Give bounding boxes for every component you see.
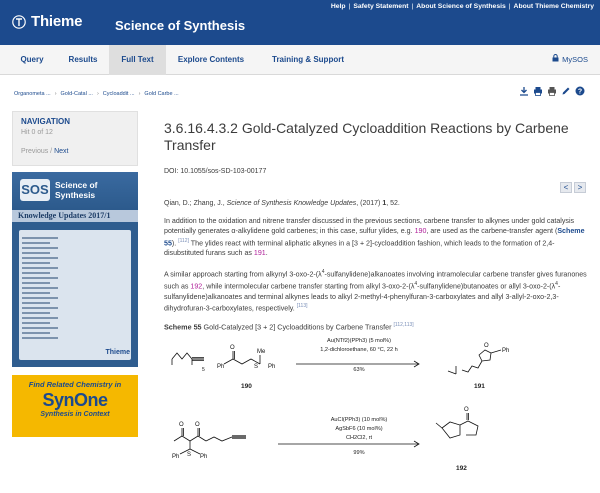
p1-text: , are used as the carbene-transfer agent ( bbox=[426, 226, 558, 235]
breadcrumb-arrow-icon: › bbox=[138, 91, 141, 97]
next-link[interactable]: Next bbox=[54, 148, 69, 155]
scheme-label: Scheme 55 bbox=[164, 322, 202, 332]
mysos-label: MySOS bbox=[562, 55, 588, 64]
about-thieme-chemistry-link[interactable]: About Thieme Chemistry bbox=[513, 3, 594, 10]
scheme-ph-label: Ph bbox=[502, 348, 510, 354]
svg-text:?: ? bbox=[577, 88, 582, 96]
scheme-s-label: S bbox=[187, 452, 192, 458]
reaction2-condition-2: AgSbF6 (10 mol%) bbox=[335, 426, 383, 432]
help-icon[interactable] bbox=[574, 86, 585, 97]
reaction-scheme bbox=[164, 338, 588, 488]
paragraph-2 bbox=[164, 268, 588, 315]
synone-tagline: Synthesis in Context bbox=[40, 411, 110, 418]
reaction2-yield: 99% bbox=[353, 450, 365, 456]
tab-training-support[interactable]: Training & Support bbox=[272, 55, 344, 64]
compound-191-label: 191 bbox=[474, 383, 485, 390]
scheme-ph-label: Ph bbox=[268, 364, 276, 370]
citation-tail: , (2017) bbox=[356, 200, 383, 207]
navigation-title: NAVIGATION bbox=[21, 117, 71, 126]
cover-title-line2: Synthesis bbox=[55, 190, 96, 200]
breadcrumb-item-gold-catalysis[interactable]: Gold-Catal ... bbox=[60, 91, 93, 97]
compound-link-192[interactable]: 192 bbox=[190, 282, 203, 291]
top-bar bbox=[0, 0, 600, 45]
p1-text: ). bbox=[171, 239, 179, 248]
scheme-caption bbox=[164, 322, 414, 331]
help-link[interactable]: Help bbox=[330, 3, 346, 10]
printer-icon[interactable] bbox=[546, 86, 557, 97]
safety-statement-link[interactable]: Safety Statement bbox=[353, 3, 409, 10]
synone-line1: Find Related Chemistry in bbox=[28, 380, 122, 389]
reaction1-condition-2: 1,2-dichloroethane, 60 °C, 22 h bbox=[320, 347, 398, 353]
p2-superscript: 4 bbox=[321, 269, 325, 275]
reaction1-condition-1: Au(NTf2)(PPh3) (5 mol%) bbox=[326, 338, 392, 344]
book-cover[interactable] bbox=[12, 172, 138, 367]
tab-full-text[interactable]: Full Text bbox=[109, 45, 166, 75]
scheme-ph-label: Ph bbox=[172, 454, 180, 460]
breadcrumb bbox=[14, 91, 179, 97]
next-article-button[interactable]: > bbox=[574, 182, 586, 193]
p2-text: -sulfanylidene)alkanoates involving intramolecular carbene transfer gives furanones such as bbox=[164, 270, 587, 291]
scheme-subscript: 5 bbox=[202, 367, 205, 373]
reference-113-link[interactable]: [113] bbox=[296, 303, 308, 310]
toolbar bbox=[518, 86, 585, 97]
scheme-ph-label: Ph bbox=[217, 364, 225, 370]
citation-page: , 52. bbox=[386, 200, 400, 207]
scheme-o-label: O bbox=[464, 407, 469, 413]
cover-title bbox=[55, 180, 135, 200]
sos-badge: SOS bbox=[20, 179, 50, 201]
reaction2-condition-1: AuCl(PPh3) (10 mol%) bbox=[330, 417, 388, 423]
breadcrumb-arrow-icon: › bbox=[96, 91, 99, 97]
citation bbox=[164, 200, 588, 207]
scheme-o-label: O bbox=[195, 422, 200, 428]
p1-text: In addition to the oxidation and nitrene transfer discussed in the previous sections, carbene transfer to alkynes under gold catalysis potentially generates α-alkylidene gold carbenes; in this case, sulfur ylides, e.g. bbox=[164, 217, 575, 235]
compound-link-191[interactable]: 191 bbox=[253, 249, 266, 258]
scheme-o-label: O bbox=[179, 422, 184, 428]
paragraph-1 bbox=[164, 217, 588, 259]
lock-icon bbox=[552, 45, 559, 75]
hit-counter: Hit 0 of 12 bbox=[21, 129, 53, 136]
p1-text: The ylides react with terminal aliphatic alkynes in a [3 + 2]-cycloaddition fashion, which leads to the formation of 2,4-disubstituted furans such as bbox=[164, 239, 555, 258]
breadcrumb-row bbox=[0, 77, 600, 107]
scheme-me-label: Me bbox=[257, 349, 266, 355]
cover-subtitle: Knowledge Updates 2017/1 bbox=[12, 210, 138, 222]
synone-banner[interactable] bbox=[12, 375, 138, 437]
citation-volume: 1 bbox=[382, 200, 387, 207]
p2-text: -sulfanylidene)alkanoates and terminal alkynes leads to alkyl 2-methyl-4-phenylfuran-3-carboxylates and allyl 3-allyl-2-oxo-2,3-dihydrofuran-3-carboxylates, respectively. bbox=[164, 282, 561, 313]
compound-192-label: 192 bbox=[456, 465, 467, 472]
p1-text: . bbox=[265, 249, 268, 258]
article-title: 3.6.16.4.3.2 Gold-Catalyzed Cycloaddition Reactions by Carbene Transfer bbox=[164, 120, 569, 153]
reaction2-condition-3: CH2Cl2, rt bbox=[345, 435, 373, 441]
separator: / bbox=[48, 148, 55, 155]
thieme-logo[interactable] bbox=[12, 13, 82, 30]
mysos-link[interactable] bbox=[552, 45, 588, 75]
p2-superscript: 4 bbox=[555, 281, 558, 288]
article-pager bbox=[560, 182, 586, 193]
previous-article-button[interactable]: < bbox=[560, 182, 572, 193]
scheme-55-link[interactable]: Scheme 55 bbox=[164, 226, 585, 248]
article-doi: DOI: 10.1055/sos-SD-103-00177 bbox=[164, 168, 267, 175]
reference-112-link[interactable]: [112] bbox=[178, 237, 189, 244]
p2-text: A similar approach starting from alkynyl 3-oxo-2-(λ bbox=[164, 270, 322, 279]
cover-title-line1: Science of bbox=[55, 180, 98, 190]
scheme-drawing bbox=[164, 338, 588, 488]
prev-next bbox=[13, 136, 137, 155]
breadcrumb-item-cycloaddition[interactable]: Cycloaddit ... bbox=[102, 91, 135, 97]
scheme-s-label: S bbox=[254, 364, 259, 370]
scheme-reference-link[interactable]: [112,113] bbox=[393, 322, 414, 328]
product-title[interactable]: Science of Synthesis bbox=[115, 18, 246, 33]
breadcrumb-item-organometallics[interactable]: Organometa ... bbox=[14, 91, 51, 97]
p2-text: , while intermolecular carbene transfer starting from alkyl 3-oxo-2-(λ bbox=[202, 282, 415, 291]
reaction1-yield: 63% bbox=[353, 367, 365, 373]
tab-query[interactable]: Query bbox=[20, 55, 44, 64]
breadcrumb-item-gold-carbene[interactable]: Gold Carbe ... bbox=[144, 91, 179, 97]
breadcrumb-arrow-icon: › bbox=[54, 91, 57, 97]
compound-190-label: 190 bbox=[241, 383, 252, 390]
utility-links: Help | Safety Statement | About Science of Synthesis | About Thieme Chemistry bbox=[330, 3, 594, 10]
thieme-logo-icon bbox=[12, 15, 26, 29]
compound-link-190[interactable]: 190 bbox=[414, 226, 427, 235]
navigation-panel bbox=[12, 111, 138, 166]
download-icon[interactable] bbox=[518, 86, 529, 97]
tab-explore-contents[interactable]: Explore Contents bbox=[177, 55, 245, 64]
scheme-ph-label: Ph bbox=[200, 454, 208, 460]
scheme-o-label: O bbox=[230, 345, 235, 351]
print-icon[interactable] bbox=[532, 86, 543, 97]
about-sos-link[interactable]: About Science of Synthesis bbox=[416, 3, 506, 10]
brand-name: Thieme bbox=[31, 13, 83, 30]
tab-results[interactable]: Results bbox=[68, 55, 98, 64]
previous-link[interactable]: Previous bbox=[21, 148, 49, 155]
citation-authors: Qian, D.; Zhang, J., bbox=[164, 200, 227, 207]
synone-logo: SynOne bbox=[42, 390, 108, 410]
citation-source: Science of Synthesis Knowledge Updates bbox=[226, 200, 357, 207]
cover-editor-lines bbox=[22, 234, 62, 342]
p2-superscript: 4 bbox=[414, 281, 418, 288]
main-nav bbox=[0, 45, 600, 75]
scheme-caption-text: Gold-Catalyzed [3 + 2] Cycloadditions by Carbene Transfer bbox=[201, 322, 394, 332]
cover-publisher: Thieme bbox=[105, 349, 130, 356]
scheme-o-label: O bbox=[484, 343, 489, 349]
p2-text: -sulfanylidene)butanoates or allyl 3-oxo-2-(λ bbox=[417, 282, 556, 291]
edit-icon[interactable] bbox=[560, 86, 571, 97]
